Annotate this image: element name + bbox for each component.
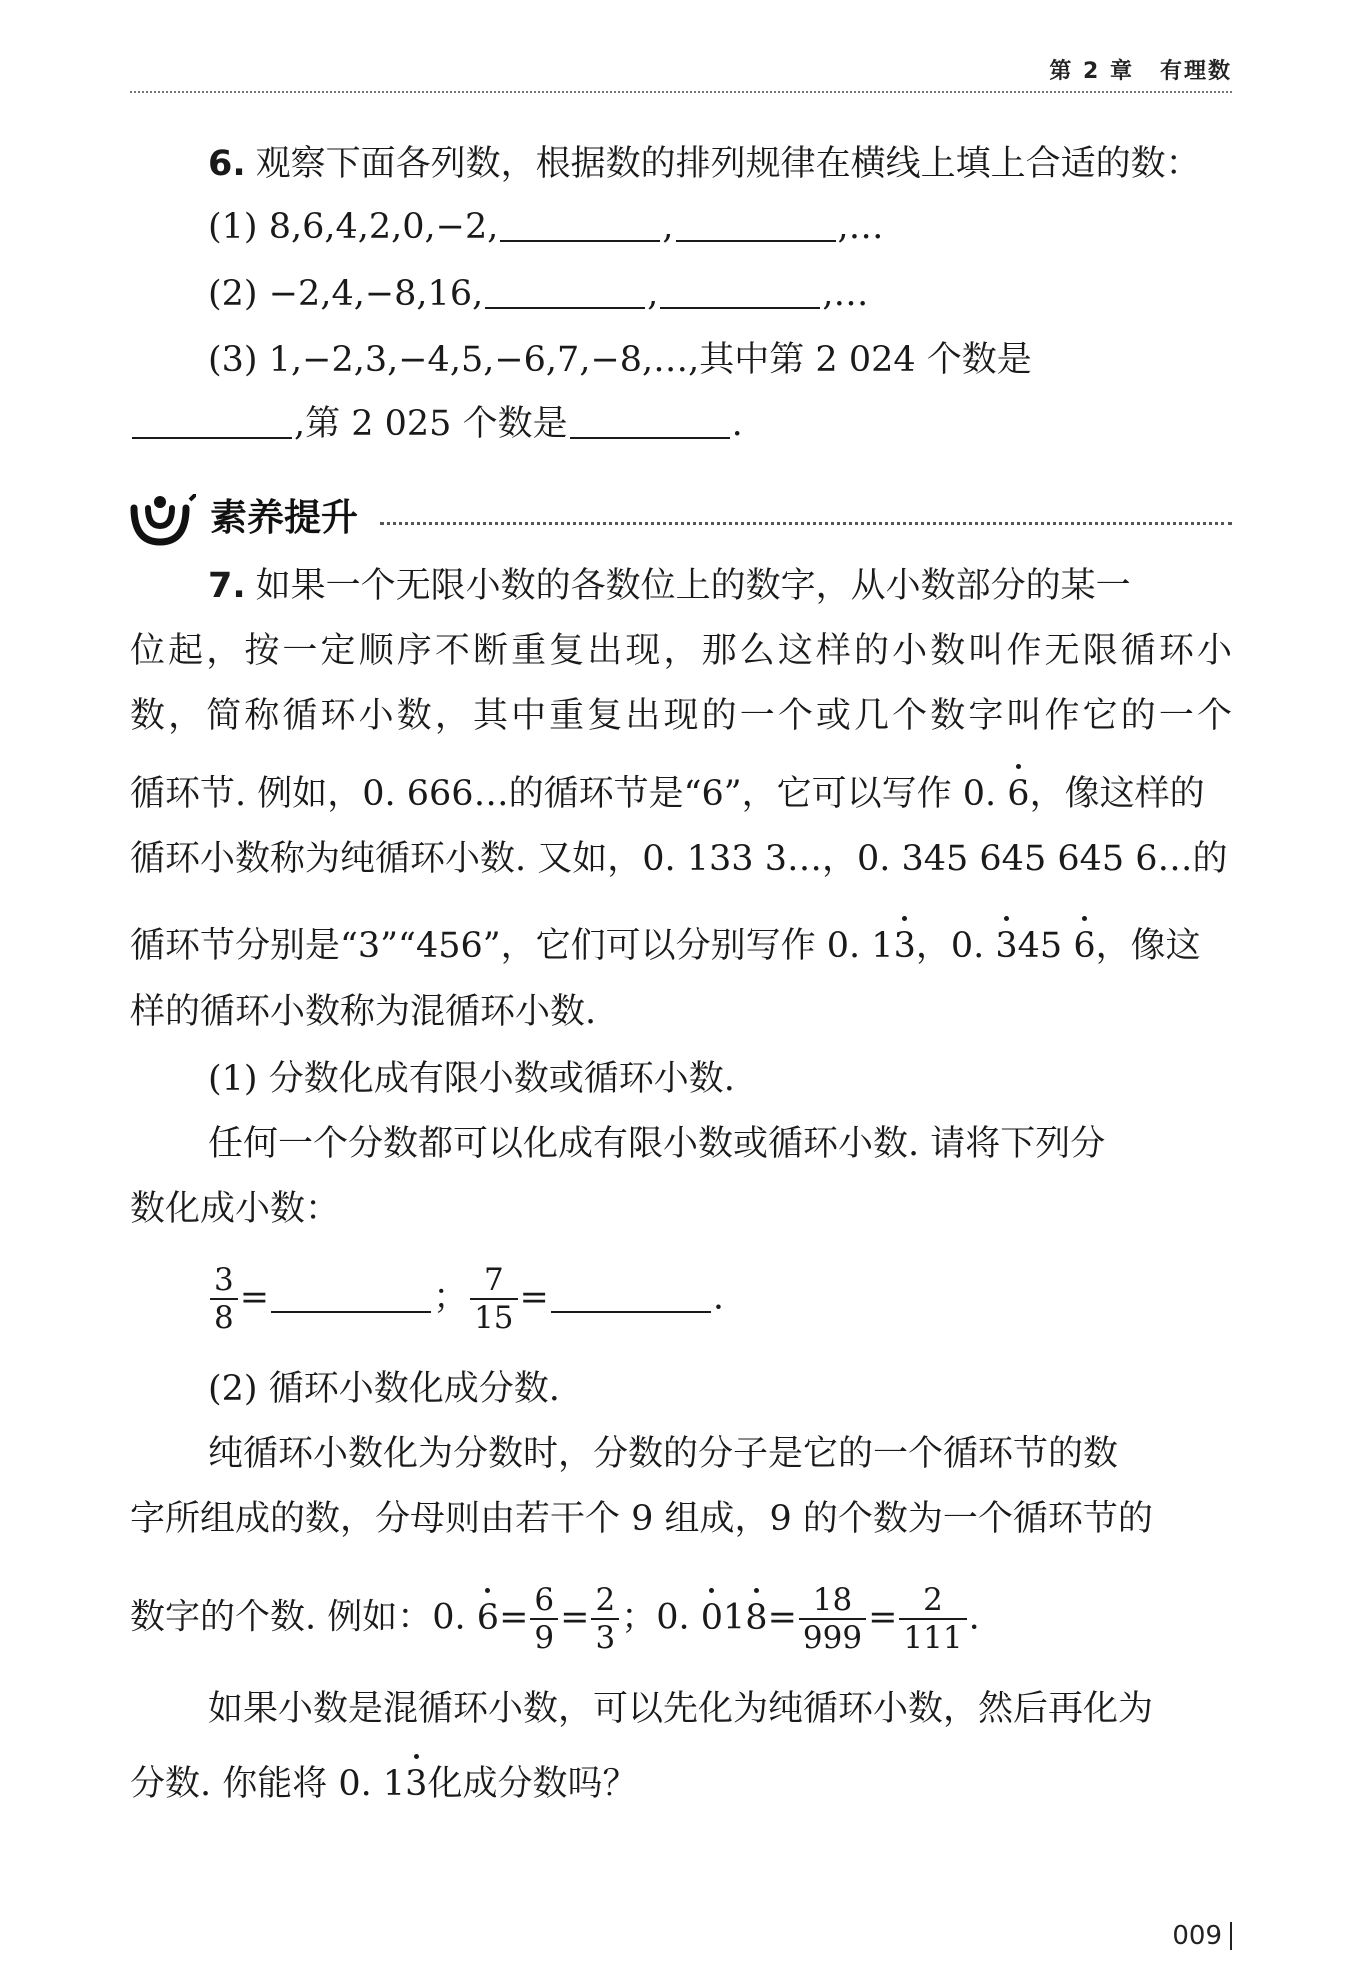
q6-part3-cont: ,第 2 025 个数是 . bbox=[130, 400, 1232, 448]
q7-line-5: 循环小数称为纯循环小数. 又如，0. 133 3…，0. 345 645 645 6…的 bbox=[130, 839, 1228, 879]
q7-line-4: 循环节. 例如，0. 666…的循环节是“6”，它可以写作 0. 6，像这样的 bbox=[130, 770, 1232, 818]
fraction: $\frac{7}{15}$ bbox=[470, 1262, 517, 1336]
q7-part2-line-1: 纯循环小数化为分数时，分数的分子是它的一个循环节的数 bbox=[208, 1434, 1119, 1474]
chapter-title: 有理数 bbox=[1159, 59, 1232, 84]
q6-stem: 6. 观察下面各列数，根据数的排列规律在横线上填上合适的数： bbox=[208, 144, 1201, 184]
fraction: $\frac{2}{3}$ bbox=[591, 1582, 619, 1656]
section-heading bbox=[130, 490, 1232, 550]
q7-line-3: 数，简称循环小数，其中重复出现的一个或几个数字叫作它的一个 bbox=[130, 696, 1232, 736]
answer-blank[interactable] bbox=[551, 1279, 711, 1313]
q7-part1-line-1: 任何一个分数都可以化成有限小数或循环小数. 请将下列分 bbox=[208, 1124, 1106, 1164]
repeating-digit: 3 bbox=[894, 922, 916, 970]
section-divider bbox=[380, 522, 1232, 525]
q7-line-2: 位起，按一定顺序不断重复出现，那么这样的小数叫作无限循环小 bbox=[130, 631, 1232, 671]
q7-line-7: 样的循环小数称为混循环小数. bbox=[130, 992, 597, 1032]
answer-blank[interactable] bbox=[500, 208, 660, 242]
fraction: $\frac{3}{8}$ bbox=[210, 1262, 238, 1336]
q7-part1-title: (1) 分数化成有限小数或循环小数. bbox=[208, 1059, 735, 1099]
repeating-digit: 3 bbox=[995, 922, 1017, 970]
q7-final-line-1: 如果小数是混循环小数，可以先化为纯循环小数，然后再化为 bbox=[208, 1689, 1154, 1729]
page-number: 009 bbox=[1172, 1922, 1232, 1950]
running-header bbox=[130, 54, 1232, 88]
answer-blank[interactable] bbox=[570, 405, 730, 439]
fraction: $\frac{2}{111}$ bbox=[899, 1582, 966, 1656]
fraction: $\frac{18}{999}$ bbox=[799, 1582, 866, 1656]
repeating-digit: 6 bbox=[1073, 922, 1095, 970]
repeating-digit: 0 bbox=[701, 1594, 723, 1642]
answer-blank[interactable] bbox=[271, 1279, 431, 1313]
answer-blank[interactable] bbox=[660, 275, 820, 309]
q7-part2-title: (2) 循环小数化成分数. bbox=[208, 1369, 560, 1409]
q6-part1: (1) 8,6,4,2,0,−2, , ,… bbox=[208, 207, 884, 247]
header-divider bbox=[130, 91, 1232, 93]
chapter-label: 第 2 章 bbox=[1049, 59, 1134, 84]
q7-part2-example: 数字的个数. 例如：0. 6= $\frac{6}{9}$ = $\frac{2}{3}$ ；0. 018= $\frac{18}{999}$ = $\frac{2}{111}$ . bbox=[130, 1582, 980, 1656]
q7-part2-line-2: 字所组成的数，分母则由若干个 9 组成，9 的个数为一个循环节的 bbox=[130, 1499, 1153, 1539]
fraction: $\frac{6}{9}$ bbox=[530, 1582, 558, 1656]
q7-line-1: 7. 如果一个无限小数的各数位上的数字，从小数部分的某一 bbox=[208, 566, 1131, 606]
section-title: 素养提升 bbox=[210, 496, 358, 539]
q6-number: 6. bbox=[208, 144, 246, 184]
q7-part1-line-2: 数化成小数： bbox=[130, 1189, 341, 1229]
repeating-digit: 6 bbox=[1007, 770, 1029, 818]
q7-part1-exercise: $\frac{3}{8}$ = ； $\frac{7}{15}$ = . bbox=[208, 1262, 1232, 1336]
answer-blank[interactable] bbox=[485, 275, 645, 309]
section-logo-icon bbox=[130, 494, 196, 546]
repeating-digit: 6 bbox=[477, 1594, 499, 1642]
answer-blank[interactable] bbox=[676, 208, 836, 242]
repeating-digit: 3 bbox=[405, 1760, 427, 1808]
q6-part3: (3) 1,−2,3,−4,5,−6,7,−8,…,其中第 2 024 个数是 bbox=[208, 340, 1032, 380]
q7-number: 7. bbox=[208, 566, 246, 606]
answer-blank[interactable] bbox=[132, 405, 292, 439]
q7-final-line-2: 分数. 你能将 0. 13化成分数吗？ bbox=[130, 1760, 1232, 1808]
q6-part2: (2) −2,4,−8,16, , ,… bbox=[208, 274, 869, 314]
q7-line-6: 循环节分别是“3”“456”，它们可以分别写作 0. 13，0. 345 6，像这 bbox=[130, 922, 1232, 970]
repeating-digit: 8 bbox=[745, 1594, 767, 1642]
